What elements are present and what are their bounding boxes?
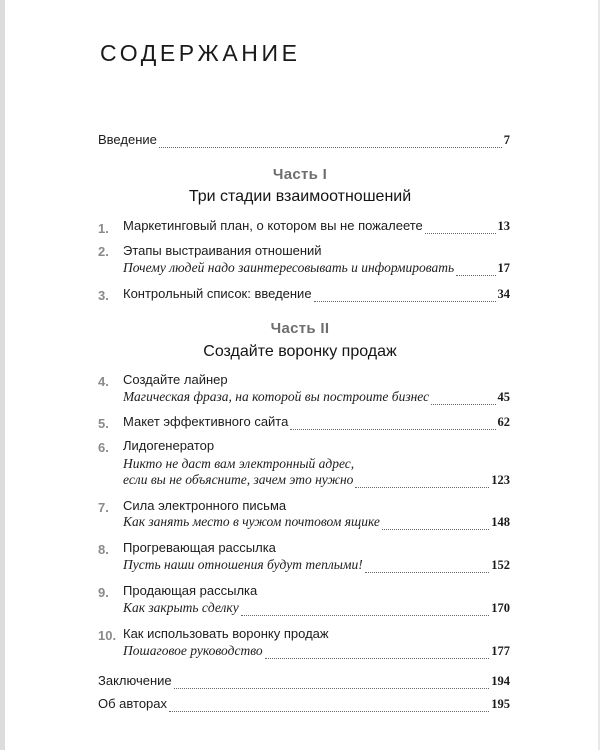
chapter-7-title[interactable]: Сила электронного письма bbox=[123, 498, 287, 513]
chapter-8-number: 8. bbox=[98, 542, 109, 557]
chapter-4-title[interactable]: Создайте лайнер bbox=[123, 372, 228, 387]
chapter-7-number: 7. bbox=[98, 500, 109, 515]
page-edge-left bbox=[0, 0, 5, 750]
chapter-9-number: 9. bbox=[98, 585, 109, 600]
leader-dots bbox=[425, 232, 496, 234]
leader-dots bbox=[265, 657, 490, 659]
page-number: 195 bbox=[491, 697, 510, 711]
page-number: 45 bbox=[497, 390, 510, 404]
page-number: 177 bbox=[491, 644, 510, 658]
toc-entry-chapter-9[interactable] bbox=[123, 600, 510, 620]
entry-label: Об авторах bbox=[98, 696, 168, 711]
leader-dots bbox=[290, 428, 495, 430]
page-number: 170 bbox=[491, 601, 510, 615]
page-number: 148 bbox=[491, 515, 510, 529]
page-number: 152 bbox=[491, 558, 510, 572]
leader-dots bbox=[169, 710, 489, 712]
toc-entry-chapter-1[interactable] bbox=[123, 218, 510, 238]
chapter-9-title[interactable]: Продающая рассылка bbox=[123, 583, 258, 598]
toc-entry-intro[interactable] bbox=[98, 132, 510, 152]
entry-label: Заключение bbox=[98, 673, 172, 688]
toc-entry-conclusion[interactable] bbox=[98, 673, 510, 693]
entry-subtitle: Как закрыть сделку bbox=[123, 600, 239, 615]
chapter-10-title[interactable]: Как использовать воронку продаж bbox=[123, 626, 329, 641]
leader-dots bbox=[365, 571, 490, 573]
entry-subtitle: Как занять место в чужом почтовом ящике bbox=[123, 514, 380, 529]
leader-dots bbox=[159, 146, 502, 148]
leader-dots bbox=[355, 486, 489, 488]
chapter-8-title[interactable]: Прогревающая рассылка bbox=[123, 540, 276, 555]
toc-entry-chapter-4[interactable] bbox=[123, 389, 510, 409]
entry-subtitle: Магическая фраза, на которой вы построите бизнес bbox=[123, 389, 430, 404]
toc-entry-chapter-2[interactable] bbox=[123, 260, 510, 280]
chapter-5-number: 5. bbox=[98, 416, 109, 431]
page-number: 7 bbox=[503, 133, 510, 147]
entry-subtitle: Пусть наши отношения будут теплыми! bbox=[123, 557, 363, 572]
leader-dots bbox=[174, 687, 490, 689]
entry-label: Маркетинговый план, о котором вы не пожалеете bbox=[123, 218, 423, 233]
toc-entry-chapter-5[interactable] bbox=[123, 414, 510, 434]
entry-label: Введение bbox=[98, 132, 157, 147]
page-number: 34 bbox=[497, 287, 510, 301]
entry-label: Макет эффективного сайта bbox=[123, 414, 289, 429]
chapter-3-number: 3. bbox=[98, 288, 109, 303]
chapter-6-number: 6. bbox=[98, 440, 109, 455]
toc-entry-chapter-6[interactable] bbox=[123, 472, 510, 492]
toc-entry-chapter-8[interactable] bbox=[123, 557, 510, 577]
leader-dots bbox=[382, 528, 489, 530]
chapter-1-number: 1. bbox=[98, 221, 109, 236]
part-2-label: Часть II bbox=[270, 320, 330, 337]
leader-dots bbox=[456, 274, 495, 276]
toc-entry-chapter-10[interactable] bbox=[123, 643, 510, 663]
entry-subtitle: если вы не объясните, зачем это нужно bbox=[123, 472, 354, 487]
leader-dots bbox=[431, 403, 495, 405]
part-1-label: Часть I bbox=[272, 166, 328, 183]
page-number: 17 bbox=[497, 261, 510, 275]
toc-entry-chapter-7[interactable] bbox=[123, 514, 510, 534]
toc-entry-authors[interactable] bbox=[98, 696, 510, 716]
part-1-title: Три стадии взаимоотношений bbox=[188, 188, 412, 205]
page-title: СОДЕРЖАНИЕ bbox=[100, 40, 301, 66]
entry-subtitle: Почему людей надо заинтересовывать и информировать bbox=[123, 260, 455, 275]
chapter-4-number: 4. bbox=[98, 374, 109, 389]
page-number: 13 bbox=[497, 219, 510, 233]
toc-entry-chapter-3[interactable] bbox=[123, 286, 510, 306]
entry-label: Контрольный список: введение bbox=[123, 286, 312, 301]
leader-dots bbox=[241, 614, 490, 616]
part-2-title: Создайте воронку продаж bbox=[203, 343, 397, 360]
chapter-6-subtitle-line-1: Никто не даст вам электронный адрес, bbox=[123, 456, 355, 471]
page-number: 123 bbox=[491, 473, 510, 487]
page-number: 62 bbox=[497, 415, 510, 429]
chapter-2-number: 2. bbox=[98, 244, 109, 259]
chapter-10-number: 10. bbox=[98, 628, 117, 643]
page-number: 194 bbox=[491, 674, 510, 688]
chapter-2-title[interactable]: Этапы выстраивания отношений bbox=[123, 243, 322, 258]
chapter-6-title[interactable]: Лидогенератор bbox=[123, 438, 215, 453]
entry-subtitle: Пошаговое руководство bbox=[123, 643, 263, 658]
leader-dots bbox=[314, 300, 496, 302]
